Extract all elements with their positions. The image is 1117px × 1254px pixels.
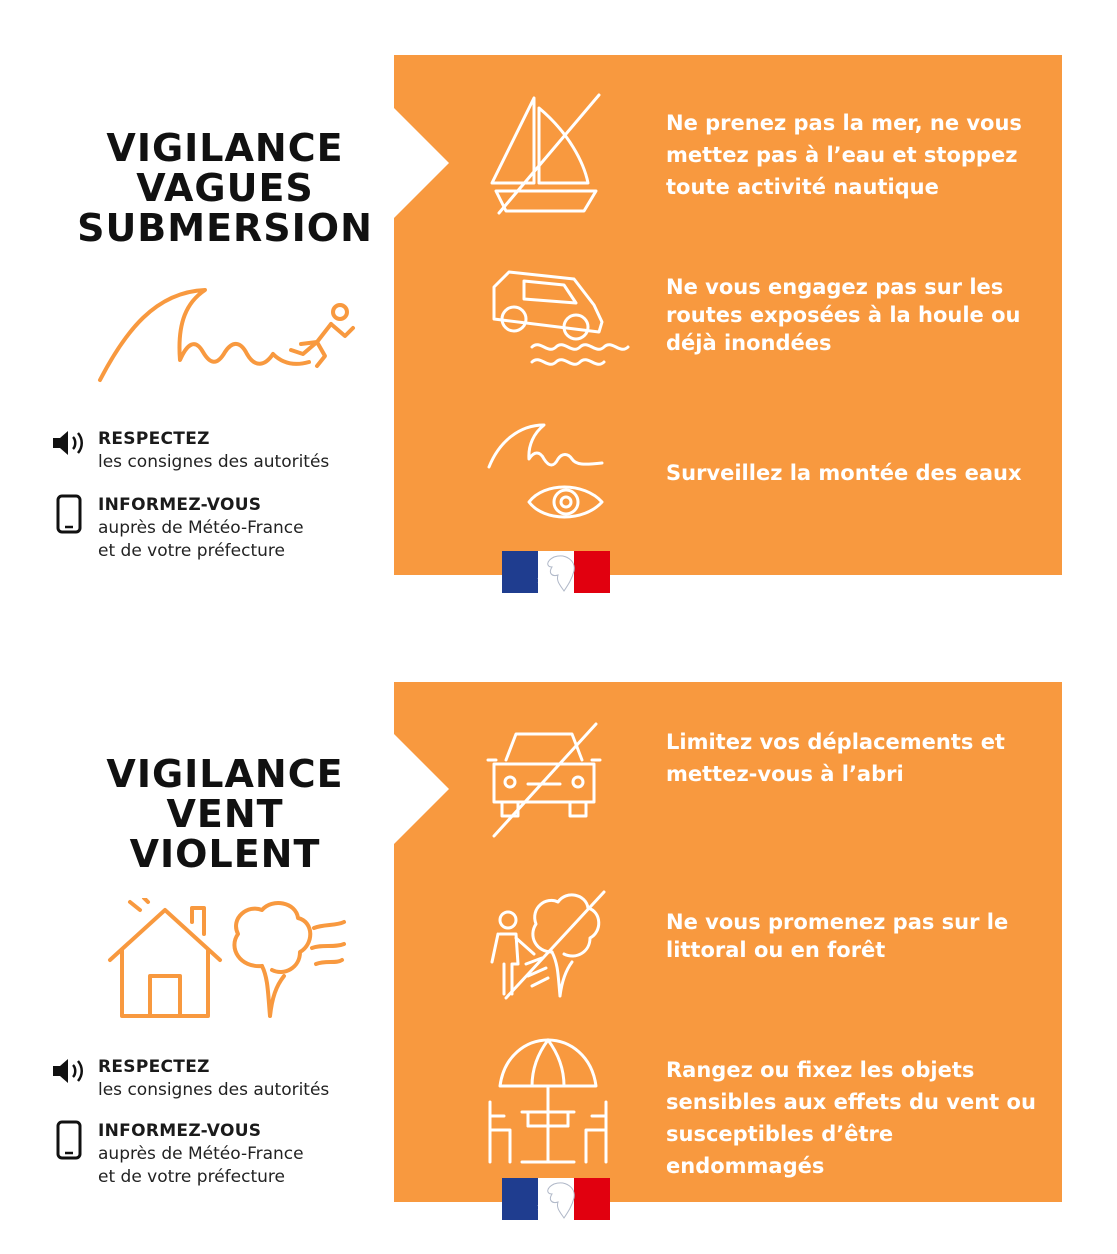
action-text: Ne prenez pas la mer, ne vous mettez pas à l’eau et stoppez toute activité nautique bbox=[666, 111, 1022, 199]
wave-runner-icon bbox=[95, 282, 360, 387]
actions-box bbox=[394, 55, 1062, 575]
phone-icon bbox=[56, 494, 82, 534]
respectez-info bbox=[50, 428, 390, 478]
panel-title bbox=[60, 754, 390, 874]
marianne-flag-logo bbox=[502, 551, 610, 593]
notch-arrow bbox=[394, 108, 449, 218]
info-line: les consignes des autorités bbox=[98, 452, 330, 472]
action-text: Rangez ou fixez les objets sensibles aux effets du vent ou susceptibles d’être endommagés bbox=[666, 1058, 1036, 1178]
info-line: auprès de Météo-France bbox=[98, 518, 304, 538]
action-text: Ne vous promenez pas sur le littoral ou en forêt bbox=[666, 910, 1009, 962]
no-car-icon bbox=[484, 720, 614, 840]
action-item bbox=[394, 1036, 1062, 1178]
action-text: Limitez vos déplacements et mettez-vous à l’abri bbox=[666, 730, 1005, 786]
vigilance-vagues-submersion-panel bbox=[0, 0, 1117, 600]
title-line-2: VAGUES bbox=[136, 166, 314, 210]
action-item bbox=[394, 417, 1062, 537]
speaker-icon bbox=[50, 428, 90, 458]
title-line-3: SUBMERSION bbox=[77, 206, 373, 250]
vigilance-vent-violent-panel bbox=[0, 628, 1117, 1228]
title-line-3: VIOLENT bbox=[129, 832, 321, 876]
action-item bbox=[394, 720, 1062, 840]
informez-info bbox=[50, 1120, 390, 1195]
marianne-flag-logo bbox=[502, 1178, 610, 1220]
wave-eye-icon bbox=[484, 417, 614, 532]
notch-arrow bbox=[394, 734, 449, 844]
title-line-1: VIGILANCE bbox=[106, 126, 344, 170]
action-item bbox=[394, 267, 1062, 377]
informez-info bbox=[50, 494, 390, 569]
action-text: Surveillez la montée des eaux bbox=[666, 461, 1022, 485]
speaker-icon bbox=[50, 1056, 90, 1086]
no-walk-forest-icon bbox=[486, 878, 616, 1003]
title-line-2: VENT bbox=[166, 792, 284, 836]
info-heading: INFORMEZ-VOUS bbox=[98, 1121, 262, 1141]
info-line: et de votre préfecture bbox=[98, 541, 285, 561]
panel-title bbox=[60, 128, 390, 248]
title-line-1: VIGILANCE bbox=[106, 752, 344, 796]
house-tree-wind-icon bbox=[100, 898, 350, 1023]
info-line: et de votre préfecture bbox=[98, 1167, 285, 1187]
respectez-info bbox=[50, 1056, 390, 1106]
info-line: les consignes des autorités bbox=[98, 1080, 330, 1100]
action-text: Ne vous engagez pas sur les routes exposées à la houle ou déjà inondées bbox=[666, 275, 1021, 355]
phone-icon bbox=[56, 1120, 82, 1160]
info-line: auprès de Météo-France bbox=[98, 1144, 304, 1164]
info-heading: INFORMEZ-VOUS bbox=[98, 495, 262, 515]
action-item bbox=[394, 93, 1062, 223]
actions-box bbox=[394, 682, 1062, 1202]
patio-umbrella-icon bbox=[486, 1036, 616, 1166]
flooded-car-icon bbox=[484, 267, 634, 367]
info-heading: RESPECTEZ bbox=[98, 429, 210, 449]
no-sailboat-icon bbox=[484, 93, 624, 223]
action-item bbox=[394, 878, 1062, 1003]
info-heading: RESPECTEZ bbox=[98, 1057, 210, 1077]
